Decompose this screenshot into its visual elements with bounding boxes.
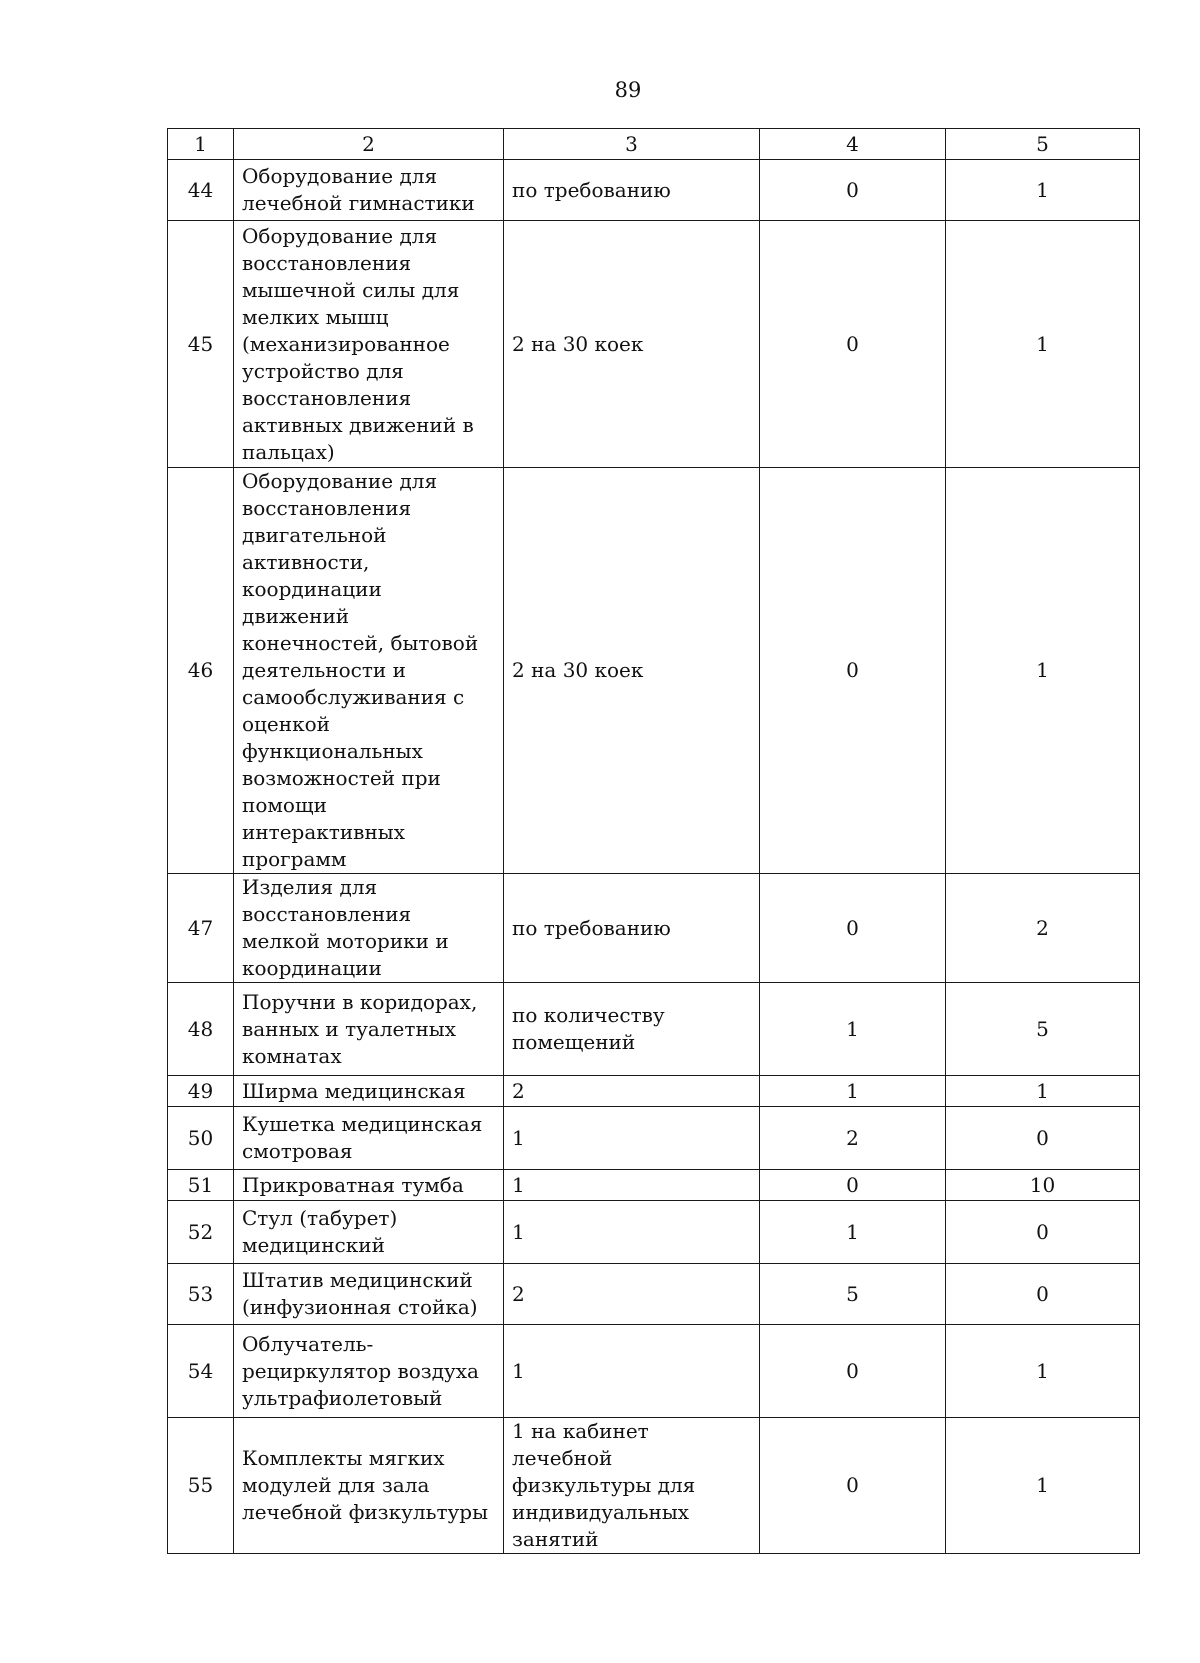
equipment-norm: 1 — [504, 1201, 760, 1264]
equipment-name: Штатив медицинский (инфузионная стойка) — [234, 1264, 504, 1325]
row-number: 52 — [168, 1201, 234, 1264]
equipment-norm: 1 — [504, 1170, 760, 1201]
col4-value: 0 — [760, 1325, 946, 1418]
equipment-name: Изделия для восстановления мелкой моторики и координации — [234, 874, 504, 983]
col5-value: 5 — [946, 983, 1140, 1076]
row-number: 48 — [168, 983, 234, 1076]
equipment-name: Прикроватная тумба — [234, 1170, 504, 1201]
row-number: 45 — [168, 221, 234, 468]
equipment-name: Поручни в коридорах, ванных и туалетных комнатах — [234, 983, 504, 1076]
col4-value: 0 — [760, 160, 946, 221]
col5-value: 1 — [946, 1325, 1140, 1418]
table-row — [168, 221, 1140, 468]
table-row — [168, 160, 1140, 221]
row-number: 53 — [168, 1264, 234, 1325]
table-row — [168, 983, 1140, 1076]
equipment-norm: 2 на 30 коек — [504, 468, 760, 874]
page-number: 89 — [614, 78, 642, 102]
row-number: 50 — [168, 1107, 234, 1170]
col5-value: 2 — [946, 874, 1140, 983]
table-row — [168, 1264, 1140, 1325]
col4-value: 1 — [760, 1076, 946, 1107]
equipment-name: Стул (табурет) медицинский — [234, 1201, 504, 1264]
table-row — [168, 1418, 1140, 1554]
table-row — [168, 1170, 1140, 1201]
col5-value: 10 — [946, 1170, 1140, 1201]
table-row — [168, 1201, 1140, 1264]
equipment-norm: 2 — [504, 1264, 760, 1325]
equipment-norm: 2 на 30 коек — [504, 221, 760, 468]
equipment-norm: по требованию — [504, 874, 760, 983]
col5-value: 1 — [946, 221, 1140, 468]
table-row — [168, 1107, 1140, 1170]
row-number: 46 — [168, 468, 234, 874]
col4-value: 0 — [760, 874, 946, 983]
col5-value: 0 — [946, 1107, 1140, 1170]
equipment-norm: 1 — [504, 1325, 760, 1418]
equipment-name: Ширма медицинская — [234, 1076, 504, 1107]
equipment-name: Оборудование для лечебной гимнастики — [234, 160, 504, 221]
row-number: 55 — [168, 1418, 234, 1554]
equipment-norm: по требованию — [504, 160, 760, 221]
col4-value: 0 — [760, 221, 946, 468]
equipment-norm: по количеству помещений — [504, 983, 760, 1076]
equipment-norm: 1 — [504, 1107, 760, 1170]
equipment-name: Облучатель-рециркулятор воздуха ультрафиолетовый — [234, 1325, 504, 1418]
header-cell-4: 4 — [760, 129, 946, 160]
table-header-row — [168, 129, 1140, 160]
col5-value: 1 — [946, 468, 1140, 874]
col4-value: 1 — [760, 983, 946, 1076]
col5-value: 0 — [946, 1264, 1140, 1325]
equipment-table — [167, 128, 1140, 1554]
row-number: 49 — [168, 1076, 234, 1107]
table-row — [168, 1325, 1140, 1418]
col5-value: 0 — [946, 1201, 1140, 1264]
equipment-name: Оборудование для восстановления мышечной силы для мелких мышц (механизированное устройство для восстановления активных движений в пальцах) — [234, 221, 504, 468]
col4-value: 1 — [760, 1201, 946, 1264]
col4-value: 0 — [760, 1170, 946, 1201]
header-cell-5: 5 — [946, 129, 1140, 160]
table-row — [168, 874, 1140, 983]
equipment-norm: 2 — [504, 1076, 760, 1107]
col4-value: 5 — [760, 1264, 946, 1325]
header-cell-1: 1 — [168, 129, 234, 160]
equipment-name: Кушетка медицинская смотровая — [234, 1107, 504, 1170]
row-number: 44 — [168, 160, 234, 221]
table-row — [168, 468, 1140, 874]
row-number: 47 — [168, 874, 234, 983]
row-number: 51 — [168, 1170, 234, 1201]
col5-value: 1 — [946, 1076, 1140, 1107]
equipment-name: Оборудование для восстановления двигательной активности, координации движений конечностей, бытовой деятельности и самообслуживания с оценкой функциональных возможностей при помощи интерактивных программ — [234, 468, 504, 874]
header-cell-2: 2 — [234, 129, 504, 160]
col4-value: 0 — [760, 1418, 946, 1554]
equipment-norm: 1 на кабинет лечебной физкультуры для индивидуальных занятий — [504, 1418, 760, 1554]
row-number: 54 — [168, 1325, 234, 1418]
col5-value: 1 — [946, 160, 1140, 221]
table-row — [168, 1076, 1140, 1107]
equipment-name: Комплекты мягких модулей для зала лечебной физкультуры — [234, 1418, 504, 1554]
col4-value: 2 — [760, 1107, 946, 1170]
col5-value: 1 — [946, 1418, 1140, 1554]
header-cell-3: 3 — [504, 129, 760, 160]
col4-value: 0 — [760, 468, 946, 874]
